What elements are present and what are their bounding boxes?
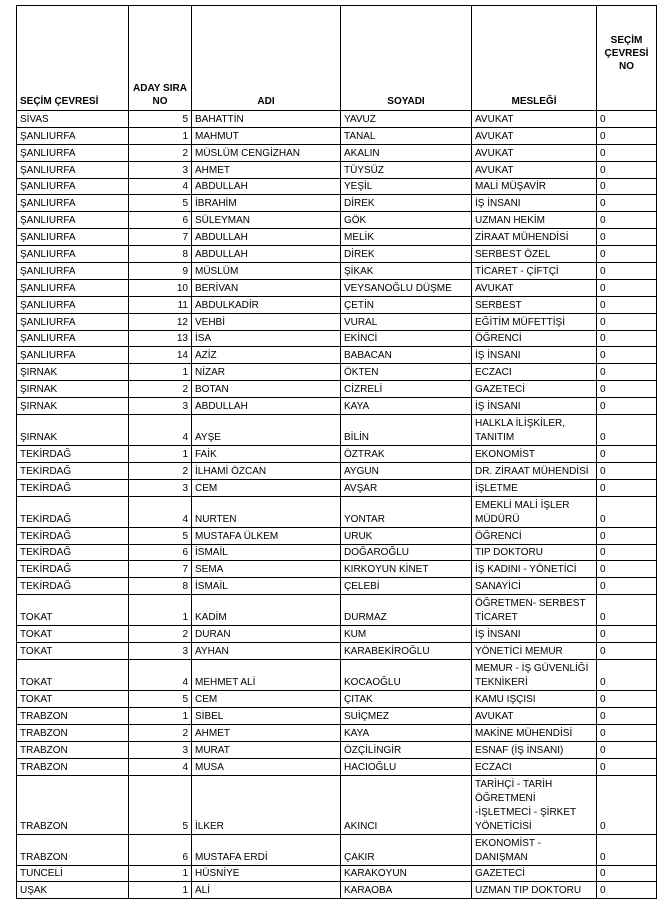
- cell-district: TEKİRDAĞ: [17, 561, 129, 578]
- cell-name: MUSTAFA ÜLKEM: [192, 527, 341, 544]
- cell-profession: YÖNETİCİ MEMUR: [472, 643, 597, 660]
- cell-surname: ÇETİN: [341, 296, 472, 313]
- cell-district-no: 0: [597, 643, 657, 660]
- header-secim-cevresi-no: [597, 6, 657, 111]
- cell-name: MÜSLÜM CENGİZHAN: [192, 144, 341, 161]
- cell-name: SEMA: [192, 561, 341, 578]
- cell-order: 3: [129, 398, 192, 415]
- header-soyadi: SOYADI: [341, 6, 472, 111]
- cell-name: SİBEL: [192, 707, 341, 724]
- cell-name: ABDULLAH: [192, 246, 341, 263]
- cell-order: 3: [129, 479, 192, 496]
- table-row: [17, 364, 657, 381]
- cell-district-no: 0: [597, 775, 657, 834]
- cell-profession: TİCARET - ÇİFTÇİ: [472, 263, 597, 280]
- cell-district-no: 0: [597, 111, 657, 128]
- cell-order: 11: [129, 296, 192, 313]
- cell-district-no: 0: [597, 758, 657, 775]
- cell-profession: AVUKAT: [472, 127, 597, 144]
- cell-district-no: 0: [597, 144, 657, 161]
- cell-surname: URUK: [341, 527, 472, 544]
- table-row: [17, 229, 657, 246]
- table-row: [17, 446, 657, 463]
- cell-profession: GAZETECİ: [472, 865, 597, 882]
- cell-surname: YEŞİL: [341, 178, 472, 195]
- cell-district-no: 0: [597, 246, 657, 263]
- cell-order: 13: [129, 330, 192, 347]
- cell-order: 1: [129, 446, 192, 463]
- cell-order: 12: [129, 313, 192, 330]
- cell-order: 7: [129, 229, 192, 246]
- cell-surname: AKALIN: [341, 144, 472, 161]
- cell-name: MÜSLÜM: [192, 263, 341, 280]
- cell-district: ŞANLIURFA: [17, 246, 129, 263]
- cell-order: 2: [129, 462, 192, 479]
- cell-profession: HALKLA İLİŞKİLER, TANITIM: [472, 415, 597, 446]
- cell-profession: ZİRAAT MÜHENDİSİ: [472, 229, 597, 246]
- cell-name: NURTEN: [192, 496, 341, 527]
- cell-district: ŞANLIURFA: [17, 127, 129, 144]
- cell-profession: MEMUR - İŞ GÜVENLİĞİ TEKNİKERİ: [472, 660, 597, 691]
- cell-district: TUNCELİ: [17, 865, 129, 882]
- cell-order: 6: [129, 212, 192, 229]
- cell-district-no: 0: [597, 578, 657, 595]
- cell-surname: KARAOBA: [341, 882, 472, 899]
- cell-district-no: 0: [597, 626, 657, 643]
- cell-order: 2: [129, 724, 192, 741]
- cell-name: İSMAİL: [192, 544, 341, 561]
- cell-district: ŞIRNAK: [17, 381, 129, 398]
- cell-district: ŞANLIURFA: [17, 347, 129, 364]
- table-row: [17, 398, 657, 415]
- table-row: [17, 381, 657, 398]
- cell-surname: AVŞAR: [341, 479, 472, 496]
- cell-district: ŞIRNAK: [17, 415, 129, 446]
- cell-order: 3: [129, 643, 192, 660]
- table-row: [17, 111, 657, 128]
- cell-name: MEHMET ALİ: [192, 660, 341, 691]
- cell-profession: İŞLETME: [472, 479, 597, 496]
- cell-profession: İŞ İNSANI: [472, 398, 597, 415]
- table-row: [17, 347, 657, 364]
- cell-district: UŞAK: [17, 882, 129, 899]
- cell-district: TEKİRDAĞ: [17, 527, 129, 544]
- table-row: [17, 246, 657, 263]
- cell-order: 1: [129, 707, 192, 724]
- cell-surname: DURMAZ: [341, 595, 472, 626]
- cell-profession: İŞ KADINI - YÖNETİCİ: [472, 561, 597, 578]
- cell-name: BAHATTİN: [192, 111, 341, 128]
- cell-district-no: 0: [597, 527, 657, 544]
- cell-order: 2: [129, 144, 192, 161]
- cell-name: CEM: [192, 479, 341, 496]
- cell-surname: AYGUN: [341, 462, 472, 479]
- cell-profession: TIP DOKTORU: [472, 544, 597, 561]
- cell-order: 5: [129, 527, 192, 544]
- cell-district-no: 0: [597, 212, 657, 229]
- cell-surname: KUM: [341, 626, 472, 643]
- cell-district: ŞANLIURFA: [17, 296, 129, 313]
- cell-district: ŞANLIURFA: [17, 263, 129, 280]
- table-row: [17, 834, 657, 865]
- cell-district: ŞANLIURFA: [17, 195, 129, 212]
- cell-profession: MALİ MÜŞAVİR: [472, 178, 597, 195]
- table-row: [17, 758, 657, 775]
- cell-name: MUSA: [192, 758, 341, 775]
- cell-district: TRABZON: [17, 834, 129, 865]
- cell-name: FAİK: [192, 446, 341, 463]
- cell-district-no: 0: [597, 462, 657, 479]
- cell-district: ŞANLIURFA: [17, 229, 129, 246]
- cell-district: TEKİRDAĞ: [17, 446, 129, 463]
- cell-name: HÜSNİYE: [192, 865, 341, 882]
- cell-surname: GÖK: [341, 212, 472, 229]
- table-row: [17, 263, 657, 280]
- cell-order: 8: [129, 246, 192, 263]
- cell-name: AYHAN: [192, 643, 341, 660]
- cell-district-no: 0: [597, 381, 657, 398]
- cell-district-no: 0: [597, 330, 657, 347]
- cell-name: İLKER: [192, 775, 341, 834]
- cell-profession: ECZACI: [472, 364, 597, 381]
- cell-profession: EKONOMİST: [472, 446, 597, 463]
- cell-district: ŞIRNAK: [17, 398, 129, 415]
- table-row: [17, 643, 657, 660]
- cell-district: SİVAS: [17, 111, 129, 128]
- cell-district: TRABZON: [17, 741, 129, 758]
- cell-district-no: 0: [597, 707, 657, 724]
- cell-district: TOKAT: [17, 660, 129, 691]
- cell-profession: EKONOMİST - DANIŞMAN: [472, 834, 597, 865]
- cell-order: 4: [129, 496, 192, 527]
- cell-district: TEKİRDAĞ: [17, 479, 129, 496]
- cell-surname: KAYA: [341, 724, 472, 741]
- cell-district-no: 0: [597, 178, 657, 195]
- table-row: [17, 212, 657, 229]
- cell-district-no: 0: [597, 496, 657, 527]
- cell-district-no: 0: [597, 161, 657, 178]
- cell-district-no: 0: [597, 313, 657, 330]
- cell-district: ŞANLIURFA: [17, 178, 129, 195]
- cell-profession: DR. ZİRAAT MÜHENDİSİ: [472, 462, 597, 479]
- cell-name: AZİZ: [192, 347, 341, 364]
- table-row: [17, 527, 657, 544]
- cell-profession: ESNAF (İŞ İNSANI): [472, 741, 597, 758]
- cell-surname: ÇAKIR: [341, 834, 472, 865]
- cell-surname: YAVUZ: [341, 111, 472, 128]
- cell-district-no: 0: [597, 691, 657, 708]
- cell-order: 5: [129, 111, 192, 128]
- cell-district: TRABZON: [17, 775, 129, 834]
- cell-profession: İŞ İNSANI: [472, 195, 597, 212]
- cell-district-no: 0: [597, 544, 657, 561]
- table-row: [17, 578, 657, 595]
- cell-surname: ÖZÇİLİNGİR: [341, 741, 472, 758]
- table-row: [17, 496, 657, 527]
- table-row: [17, 865, 657, 882]
- cell-name: AHMET: [192, 161, 341, 178]
- cell-district: ŞANLIURFA: [17, 144, 129, 161]
- cell-district: ŞANLIURFA: [17, 330, 129, 347]
- cell-profession: EMEKLİ MALİ İŞLER MÜDÜRÜ: [472, 496, 597, 527]
- cell-surname: TANAL: [341, 127, 472, 144]
- cell-profession: AVUKAT: [472, 279, 597, 296]
- cell-profession: SANAYİCİ: [472, 578, 597, 595]
- cell-order: 14: [129, 347, 192, 364]
- cell-profession: EĞİTİM MÜFETTİŞİ: [472, 313, 597, 330]
- cell-order: 6: [129, 544, 192, 561]
- cell-profession: AVUKAT: [472, 111, 597, 128]
- cell-order: 5: [129, 691, 192, 708]
- cell-district: TOKAT: [17, 643, 129, 660]
- cell-surname: HACIOĞLU: [341, 758, 472, 775]
- table-row: [17, 561, 657, 578]
- cell-profession: ÖĞRETMEN- SERBEST TİCARET: [472, 595, 597, 626]
- cell-profession: UZMAN HEKİM: [472, 212, 597, 229]
- cell-name: SÜLEYMAN: [192, 212, 341, 229]
- table-row: [17, 279, 657, 296]
- cell-district-no: 0: [597, 865, 657, 882]
- cell-profession: İŞ İNSANI: [472, 626, 597, 643]
- cell-district-no: 0: [597, 660, 657, 691]
- cell-district-no: 0: [597, 398, 657, 415]
- cell-district-no: 0: [597, 882, 657, 899]
- cell-district-no: 0: [597, 279, 657, 296]
- table-row: [17, 775, 657, 834]
- cell-surname: TÜYSÜZ: [341, 161, 472, 178]
- table-row: [17, 724, 657, 741]
- table-row: [17, 296, 657, 313]
- table-row: [17, 415, 657, 446]
- cell-district-no: 0: [597, 127, 657, 144]
- table-row: [17, 626, 657, 643]
- cell-order: 5: [129, 775, 192, 834]
- candidate-table: [16, 5, 657, 899]
- cell-name: DURAN: [192, 626, 341, 643]
- cell-surname: MELİK: [341, 229, 472, 246]
- cell-order: 4: [129, 758, 192, 775]
- cell-surname: KAYA: [341, 398, 472, 415]
- cell-district: TRABZON: [17, 707, 129, 724]
- cell-district: TEKİRDAĞ: [17, 462, 129, 479]
- cell-district: TOKAT: [17, 691, 129, 708]
- cell-name: ABDULLAH: [192, 398, 341, 415]
- cell-order: 3: [129, 741, 192, 758]
- cell-order: 1: [129, 882, 192, 899]
- table-row: [17, 313, 657, 330]
- cell-name: ABDULLAH: [192, 178, 341, 195]
- cell-name: AYŞE: [192, 415, 341, 446]
- cell-surname: ÖKTEN: [341, 364, 472, 381]
- cell-surname: ŞİKAK: [341, 263, 472, 280]
- cell-surname: KARABEKİROĞLU: [341, 643, 472, 660]
- cell-profession: AVUKAT: [472, 707, 597, 724]
- cell-name: ALİ: [192, 882, 341, 899]
- cell-district-no: 0: [597, 415, 657, 446]
- cell-name: MUSTAFA ERDİ: [192, 834, 341, 865]
- cell-district-no: 0: [597, 446, 657, 463]
- cell-order: 3: [129, 161, 192, 178]
- cell-profession: AVUKAT: [472, 144, 597, 161]
- table-row: [17, 882, 657, 899]
- cell-name: KADİM: [192, 595, 341, 626]
- cell-district-no: 0: [597, 296, 657, 313]
- cell-profession: ÖĞRENCİ: [472, 527, 597, 544]
- cell-surname: VURAL: [341, 313, 472, 330]
- cell-name: NİZAR: [192, 364, 341, 381]
- table-row: [17, 161, 657, 178]
- cell-district: TOKAT: [17, 595, 129, 626]
- cell-surname: AKINCI: [341, 775, 472, 834]
- cell-surname: BABACAN: [341, 347, 472, 364]
- cell-district: ŞANLIURFA: [17, 161, 129, 178]
- cell-surname: DİREK: [341, 195, 472, 212]
- header-secim-cevresi: SEÇİM ÇEVRESİ: [17, 6, 129, 111]
- cell-order: 8: [129, 578, 192, 595]
- cell-surname: CİZRELİ: [341, 381, 472, 398]
- cell-district: TOKAT: [17, 626, 129, 643]
- cell-surname: YONTAR: [341, 496, 472, 527]
- cell-district: ŞANLIURFA: [17, 313, 129, 330]
- cell-district-no: 0: [597, 724, 657, 741]
- cell-name: İBRAHİM: [192, 195, 341, 212]
- cell-surname: DOĞAROĞLU: [341, 544, 472, 561]
- cell-district: TRABZON: [17, 758, 129, 775]
- cell-order: 6: [129, 834, 192, 865]
- cell-district-no: 0: [597, 741, 657, 758]
- cell-district-no: 0: [597, 263, 657, 280]
- cell-name: İLHAMİ ÖZCAN: [192, 462, 341, 479]
- cell-district: ŞIRNAK: [17, 364, 129, 381]
- cell-district-no: 0: [597, 364, 657, 381]
- table-row: [17, 660, 657, 691]
- cell-surname: KARAKOYUN: [341, 865, 472, 882]
- cell-name: CEM: [192, 691, 341, 708]
- cell-profession: GAZETECİ: [472, 381, 597, 398]
- header-row: [17, 6, 657, 111]
- candidate-table-sheet: [16, 5, 656, 899]
- cell-surname: ÇELEBİ: [341, 578, 472, 595]
- cell-profession: SERBEST: [472, 296, 597, 313]
- cell-name: MURAT: [192, 741, 341, 758]
- cell-order: 1: [129, 865, 192, 882]
- cell-profession: SERBEST ÖZEL: [472, 246, 597, 263]
- cell-district: ŞANLIURFA: [17, 279, 129, 296]
- cell-district-no: 0: [597, 479, 657, 496]
- cell-profession: MAKİNE MÜHENDİSİ: [472, 724, 597, 741]
- cell-profession: ÖĞRENCİ: [472, 330, 597, 347]
- cell-order: 9: [129, 263, 192, 280]
- cell-name: AHMET: [192, 724, 341, 741]
- cell-name: MAHMUT: [192, 127, 341, 144]
- cell-surname: DİREK: [341, 246, 472, 263]
- cell-name: ABDULLAH: [192, 229, 341, 246]
- cell-district: TRABZON: [17, 724, 129, 741]
- cell-profession: TARİHÇİ - TARİH ÖĞRETMENİ -İŞLETMECİ - ŞİRKET YÖNETİCİSİ: [472, 775, 597, 834]
- table-row: [17, 479, 657, 496]
- table-row: [17, 330, 657, 347]
- cell-order: 1: [129, 364, 192, 381]
- table-body: [17, 111, 657, 899]
- table-row: [17, 544, 657, 561]
- cell-surname: KOCAOĞLU: [341, 660, 472, 691]
- cell-profession: UZMAN TIP DOKTORU: [472, 882, 597, 899]
- cell-district-no: 0: [597, 595, 657, 626]
- cell-district-no: 0: [597, 195, 657, 212]
- table-row: [17, 195, 657, 212]
- cell-order: 4: [129, 415, 192, 446]
- cell-order: 10: [129, 279, 192, 296]
- cell-profession: İŞ İNSANI: [472, 347, 597, 364]
- cell-district-no: 0: [597, 561, 657, 578]
- table-row: [17, 144, 657, 161]
- cell-name: İSMAİL: [192, 578, 341, 595]
- cell-district: TEKİRDAĞ: [17, 578, 129, 595]
- cell-order: 7: [129, 561, 192, 578]
- table-row: [17, 595, 657, 626]
- table-row: [17, 707, 657, 724]
- table-row: [17, 691, 657, 708]
- cell-name: ABDULKADİR: [192, 296, 341, 313]
- table-row: [17, 127, 657, 144]
- cell-order: 5: [129, 195, 192, 212]
- header-aday-sira-no-label: ADAY SIRA NO: [133, 83, 187, 107]
- cell-district: TEKİRDAĞ: [17, 496, 129, 527]
- cell-name: BOTAN: [192, 381, 341, 398]
- cell-surname: KIRKOYUN KİNET: [341, 561, 472, 578]
- cell-district-no: 0: [597, 347, 657, 364]
- cell-surname: ÖZTRAK: [341, 446, 472, 463]
- cell-surname: BİLİN: [341, 415, 472, 446]
- cell-order: 1: [129, 127, 192, 144]
- cell-surname: VEYSANOĞLU DÜŞME: [341, 279, 472, 296]
- cell-surname: SUİÇMEZ: [341, 707, 472, 724]
- cell-district: ŞANLIURFA: [17, 212, 129, 229]
- header-meslegi: MESLEĞİ: [472, 6, 597, 111]
- cell-district-no: 0: [597, 229, 657, 246]
- header-secim-cevresi-no-label: SEÇİM ÇEVRESİ NO: [604, 35, 649, 72]
- header-adi: ADI: [192, 6, 341, 111]
- cell-surname: EKİNCİ: [341, 330, 472, 347]
- cell-order: 2: [129, 381, 192, 398]
- table-row: [17, 178, 657, 195]
- cell-name: VEHBİ: [192, 313, 341, 330]
- table-row: [17, 741, 657, 758]
- cell-order: 1: [129, 595, 192, 626]
- cell-order: 4: [129, 178, 192, 195]
- cell-surname: ÇITAK: [341, 691, 472, 708]
- cell-profession: AVUKAT: [472, 161, 597, 178]
- cell-profession: KAMU IŞÇISI: [472, 691, 597, 708]
- cell-name: İSA: [192, 330, 341, 347]
- cell-district: TEKİRDAĞ: [17, 544, 129, 561]
- cell-order: 4: [129, 660, 192, 691]
- cell-order: 2: [129, 626, 192, 643]
- table-row: [17, 462, 657, 479]
- cell-district-no: 0: [597, 834, 657, 865]
- header-aday-sira-no: [129, 6, 192, 111]
- cell-name: BERİVAN: [192, 279, 341, 296]
- cell-profession: ECZACI: [472, 758, 597, 775]
